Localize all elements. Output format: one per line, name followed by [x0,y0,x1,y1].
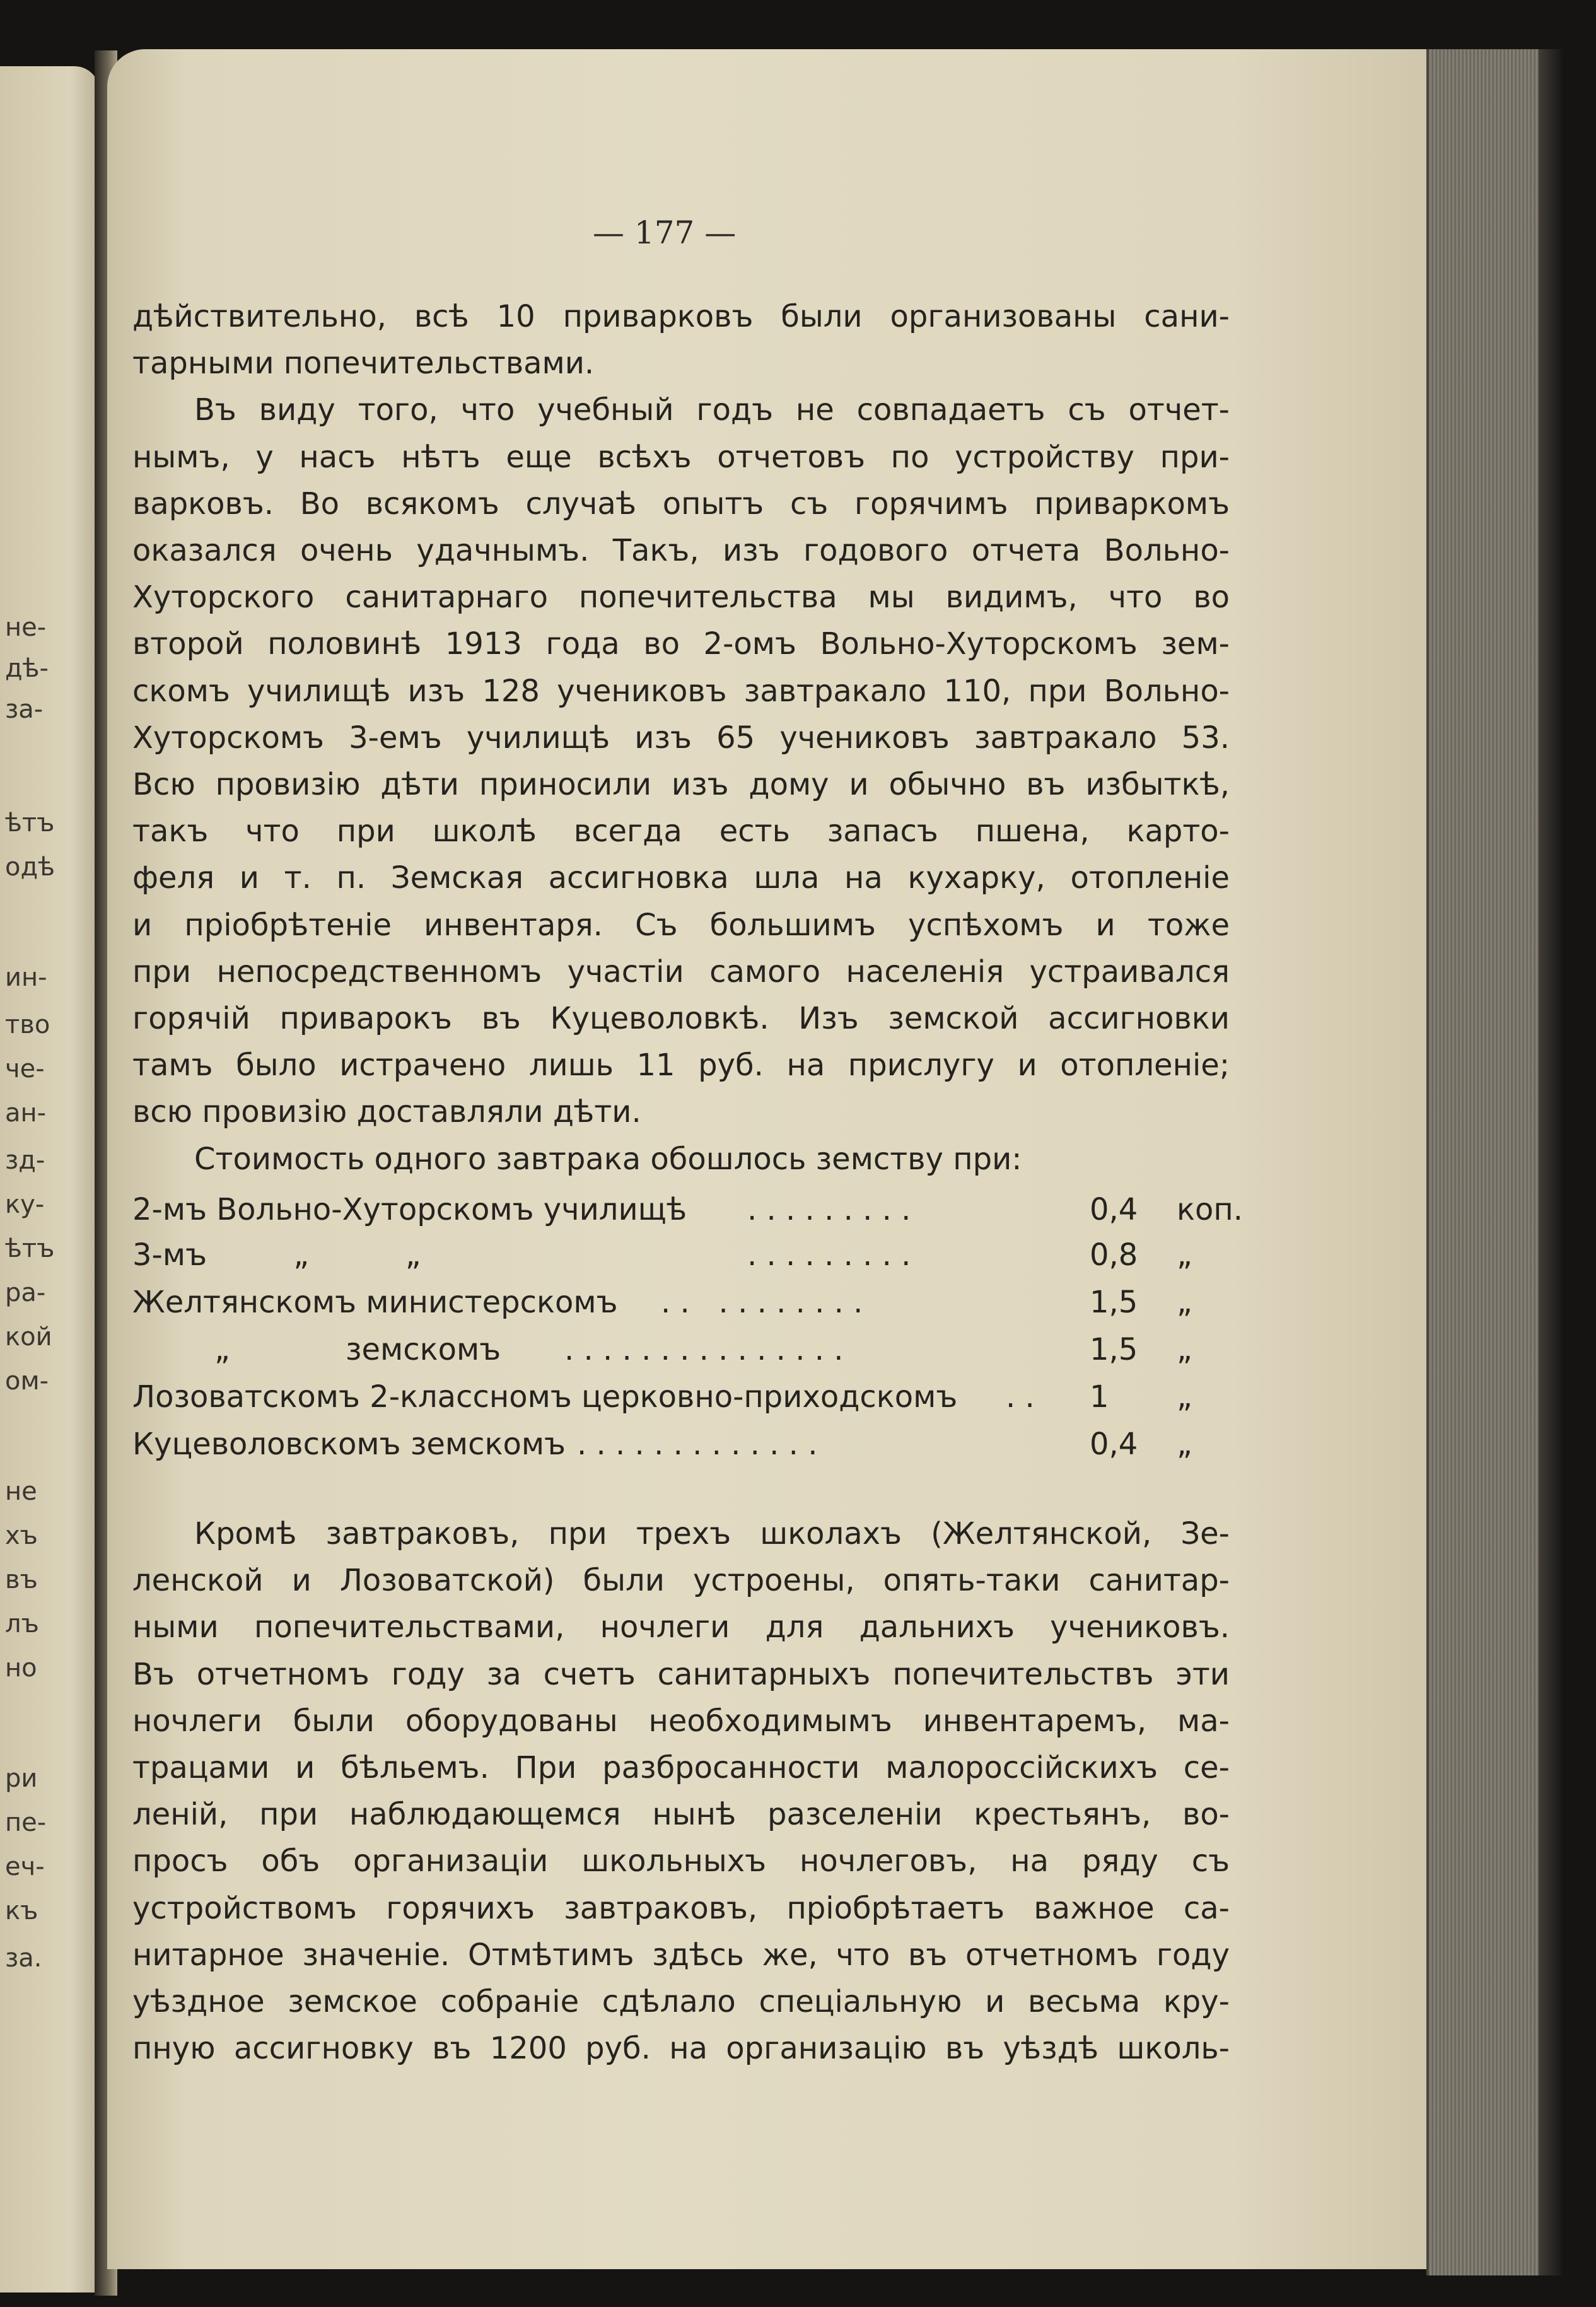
facing-page-fragment: пе- [5,1808,47,1837]
facing-page [0,66,100,2292]
leader-dots: . . . . . . . . . . . . . . . [564,1332,844,1367]
cost-value: 1,5 [1090,1285,1138,1320]
cost-table-row [132,1422,1230,1466]
facing-page-fragment: ри [5,1764,38,1793]
text-line: дѣйствительно, всѣ 10 приварковъ были организованы сани- [132,299,1230,334]
cost-value: 0,4 [1090,1427,1138,1462]
facing-page-fragment: за. [5,1944,42,1973]
text-line: Стоимость одного завтрака обошлось земству при: [194,1141,1022,1177]
facing-page-fragment: къ [5,1896,38,1925]
cost-table-row [132,1280,1230,1324]
facing-page-fragment: не [5,1477,37,1506]
text-line: скомъ училищѣ изъ 128 учениковъ завтракало 110, при Вольно- [132,673,1230,709]
facing-page-fragment: зд- [5,1146,45,1175]
text-line: варковъ. Во всякомъ случаѣ опытъ съ горячимъ приваркомъ [132,486,1230,522]
cost-value: 1 [1090,1379,1109,1415]
facing-page-fragment: хъ [5,1521,38,1550]
text-line: Въ виду того, что учебный годъ не совпадаетъ съ отчет- [194,392,1230,428]
facing-page-fragment: за- [5,695,44,724]
facing-page-fragment: въ [5,1565,38,1594]
leader-dots: . . . . . . . . . [747,1237,911,1273]
text-line: просъ объ организаціи школьныхъ ночлеговъ, на ряду съ [132,1843,1230,1879]
facing-page-fragment: еч- [5,1852,45,1881]
school-name: Куцеволовскомъ земскомъ [132,1427,566,1462]
text-line: пную ассигновку въ 1200 руб. на организацію въ уѣздѣ школь- [132,2031,1230,2067]
facing-page-fragment: ом- [5,1367,49,1396]
text-line: и пріобрѣтеніе инвентаря. Съ большимъ успѣхомъ и тоже [132,907,1230,943]
text-line: ными попечительствами, ночлеги для дальнихъ учениковъ. [132,1609,1230,1645]
facing-page-fragment: тво [5,1010,50,1039]
text-line: оказался очень удачнымъ. Такъ, изъ годового отчета Вольно- [132,533,1230,568]
page-edges-shadow [1539,49,1564,2275]
facing-page-fragment: ку- [5,1190,45,1219]
text-line: Кромѣ завтраковъ, при трехъ школахъ (Желтянской, Зе- [194,1516,1230,1551]
text-line: при непосредственномъ участіи самого населенія устраивался [132,954,1230,990]
leader-dots: . . . . . . . . . . . . . [577,1427,818,1462]
cost-unit: „ [1177,1237,1192,1273]
cost-unit: „ [1177,1285,1192,1320]
text-line: трацами и бѣльемъ. При разбросанности малороссійскихъ се- [132,1750,1230,1785]
page-number: — 177 — [593,214,737,251]
facing-page-fragment: дѣ- [5,654,49,683]
facing-page-fragment: кой [5,1323,52,1352]
text-line: устройствомъ горячихъ завтраковъ, пріобрѣтаетъ важное са- [132,1890,1230,1926]
text-line: нитарное значеніе. Отмѣтимъ здѣсь же, что въ отчетномъ году [132,1937,1230,1973]
facing-page-fragment: не- [5,613,47,642]
cost-value: 1,5 [1090,1332,1138,1367]
school-name: 3-мъ „ „ [132,1237,421,1273]
text-line: леній, при наблюдающемся нынѣ разселеніи крестьянъ, во- [132,1797,1230,1833]
text-line: уѣздное земское собраніе сдѣлало спеціальную и весьма кру- [132,1984,1230,2019]
facing-page-fragment: ѣтъ [5,1234,55,1263]
facing-page-fragment: ин- [5,963,47,992]
cost-table-row [132,1328,1230,1372]
cost-unit: „ [1177,1379,1192,1415]
leader-dots: . . . . . . . . . . [661,1285,863,1320]
facing-page-fragment: но [5,1654,37,1683]
cost-table-row [132,1188,1243,1232]
text-line: второй половинѣ 1913 года во 2-омъ Вольно-Хуторскомъ зем- [132,626,1230,662]
text-line: Хуторскомъ 3-емъ училищѣ изъ 65 учениковъ завтракало 53. [132,720,1230,756]
cost-unit: коп. [1177,1192,1243,1227]
text-line: феля и т. п. Земская ассигновка шла на кухарку, отопленіе [132,860,1230,896]
facing-page-fragment: ѣтъ [5,809,55,838]
school-name: „ земскомъ [214,1332,501,1367]
school-name: Желтянскомъ министерскомъ [132,1285,618,1320]
text-line: тамъ было истрачено лишь 11 руб. на прислугу и отопленіе; [132,1048,1230,1083]
cost-unit: „ [1177,1332,1192,1367]
text-line: всю провизію доставляли дѣти. [132,1094,641,1130]
text-line: Всю провизію дѣти приносили изъ дому и обычно въ избыткѣ, [132,767,1230,802]
text-line: Хуторского санитарнаго попечительства мы видимъ, что во [132,580,1230,616]
leader-dots: . . [1006,1379,1035,1415]
text-line: Въ отчетномъ году за счетъ санитарныхъ попечительствъ эти [132,1656,1230,1692]
facing-page-fragment: ан- [5,1099,47,1128]
cost-table-row [132,1233,1230,1277]
cost-table-row [132,1375,1230,1419]
facing-page-fragment: ра- [5,1278,46,1307]
cost-value: 0,8 [1090,1237,1138,1273]
text-line: нымъ, у насъ нѣтъ еще всѣхъ отчетовъ по устройству при- [132,439,1230,475]
facing-page-fragment: че- [5,1054,45,1083]
school-name: 2-мъ Вольно-Хуторскомъ училищѣ [132,1192,687,1227]
facing-page-fragment: лъ [5,1609,39,1638]
cost-unit: „ [1177,1427,1192,1462]
text-line: тарными попечительствами. [132,346,595,382]
text-line: ленской и Лозоватской) были устроены, опять-таки санитар- [132,1563,1230,1599]
text-line: горячій приварокъ въ Куцеволовкѣ. Изъ земской ассигновки [132,1001,1230,1036]
school-name: Лозоватскомъ 2-классномъ церковно-приходскомъ [132,1379,958,1415]
text-line: такъ что при школѣ всегда есть запасъ пшена, карто- [132,814,1230,850]
cost-value: 0,4 [1090,1192,1138,1227]
page-edges [1426,49,1555,2275]
facing-page-fragment: одѣ [5,853,55,882]
text-line: ночлеги были оборудованы необходимымъ инвентаремъ, ма- [132,1703,1230,1739]
leader-dots: . . . . . . . . . [747,1192,911,1227]
